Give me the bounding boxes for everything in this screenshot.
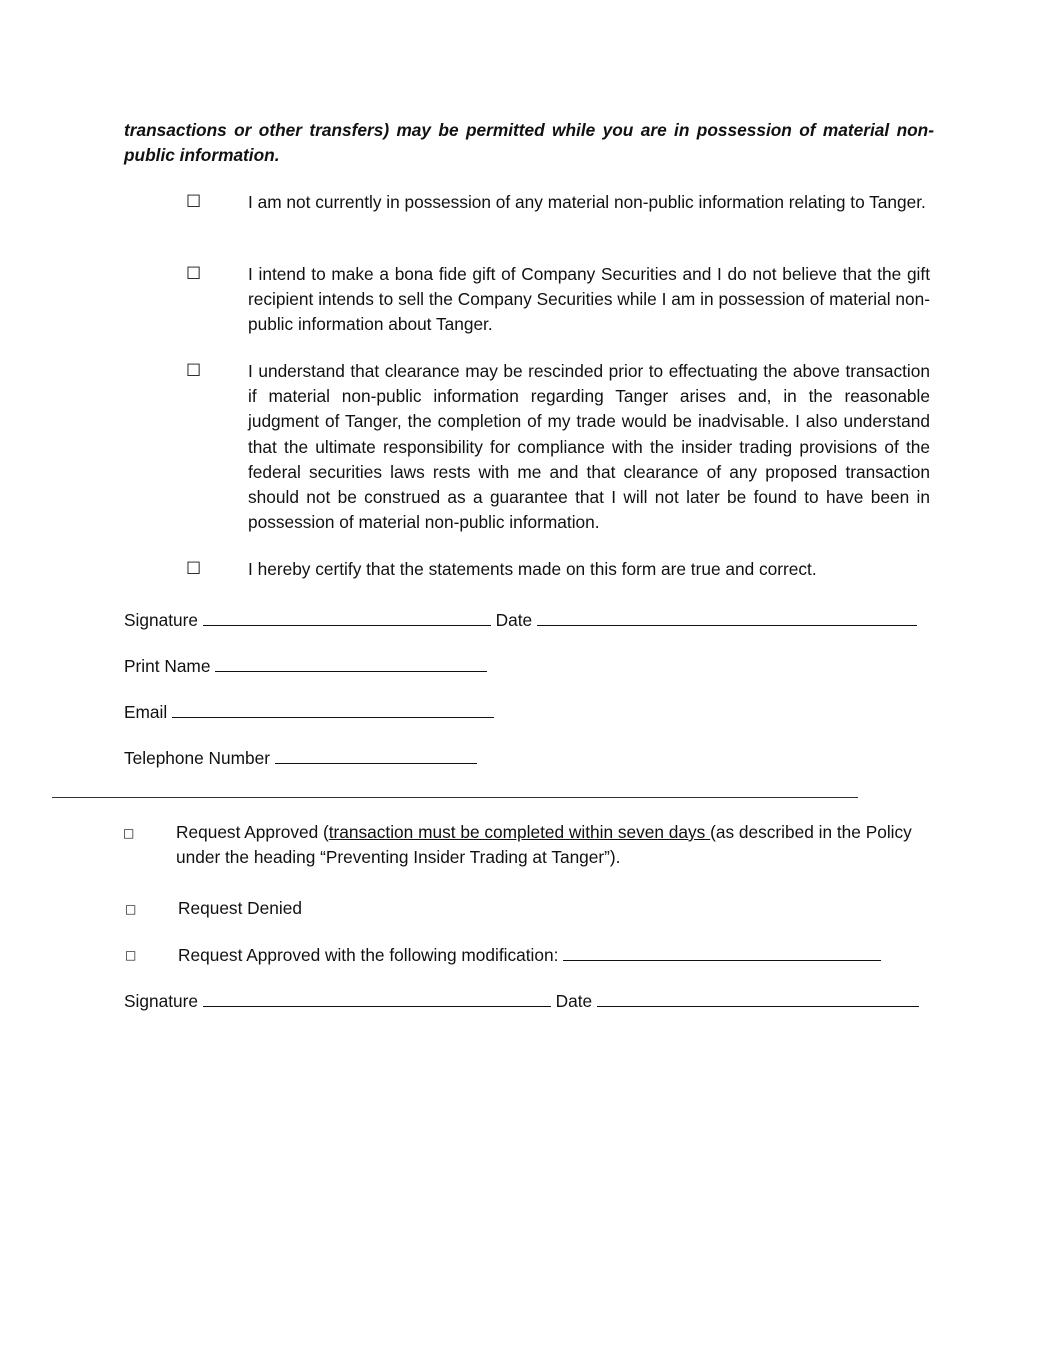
- approver-date-field[interactable]: [597, 988, 919, 1007]
- requester-signature-field[interactable]: [203, 607, 491, 626]
- request-approved-text: [176, 820, 938, 870]
- requester-signature-row: [124, 607, 917, 633]
- request-approved-suffix: (as described in the Policy under the heading “Preventing Insider Trading at Tanger”).: [176, 822, 912, 868]
- request-approved-prefix: Request Approved (: [176, 822, 329, 842]
- telephone-field[interactable]: [275, 745, 477, 764]
- certify-true-text: I hereby certify that the statements made on this form are true and correct.: [248, 559, 817, 579]
- certify-rescind-checkbox[interactable]: ☐: [186, 361, 202, 381]
- certify-no-mnpi-text: I am not currently in possession of any material non-public information relating to Tanger.: [248, 192, 926, 212]
- requester-signature-label: Signature: [124, 610, 198, 630]
- certify-true-checkbox[interactable]: ☐: [186, 559, 202, 579]
- approver-date-label: Date: [555, 991, 593, 1011]
- request-modified-row: [178, 942, 881, 968]
- approver-signature-row: [124, 988, 919, 1014]
- certify-rescind-text: I understand that clearance may be rescinded prior to effectuating the above transaction if material non-public information regarding Tanger arises and, in the reasonable judgment of Tanger, the completion of my trade would be inadvisable. I also understand that the ultimate responsibility for compliance with the insider trading provisions of the federal securities laws rests with me and that clearance of any proposed transaction should not be construed as a guarantee that I will not later be found to have been in possession of material non-public information.: [248, 361, 930, 533]
- intro-paragraph: transactions or other transfers) may be permitted while you are in possession of material non-public information.: [124, 120, 934, 165]
- request-approved-checkbox[interactable]: □: [123, 826, 135, 840]
- telephone-label: Telephone Number: [124, 748, 271, 768]
- requester-date-label: Date: [495, 610, 533, 630]
- certify-gift-text: I intend to make a bona fide gift of Company Securities and I do not believe that the gift recipient intends to sell the Company Securities while I am in possession of material non-public information about Tanger.: [248, 264, 930, 335]
- section-divider: [52, 797, 858, 798]
- requester-date-field[interactable]: [537, 607, 917, 626]
- request-denied-checkbox[interactable]: □: [125, 902, 137, 916]
- telephone-row: [124, 745, 477, 771]
- request-modified-checkbox[interactable]: □: [125, 948, 137, 962]
- email-label: Email: [124, 702, 168, 722]
- certify-gift-checkbox[interactable]: ☐: [186, 264, 202, 284]
- print-name-row: [124, 653, 487, 679]
- email-row: [124, 699, 494, 725]
- certify-no-mnpi-checkbox[interactable]: ☐: [186, 192, 202, 212]
- print-name-field[interactable]: [215, 653, 487, 672]
- request-denied-text: Request Denied: [178, 898, 302, 918]
- approver-signature-field[interactable]: [203, 988, 551, 1007]
- approver-signature-label: Signature: [124, 991, 198, 1011]
- email-field[interactable]: [172, 699, 494, 718]
- print-name-label: Print Name: [124, 656, 211, 676]
- modification-field[interactable]: [563, 942, 881, 961]
- request-modified-label: Request Approved with the following modification:: [178, 945, 559, 965]
- request-approved-deadline: transaction must be completed within seven days: [328, 822, 711, 842]
